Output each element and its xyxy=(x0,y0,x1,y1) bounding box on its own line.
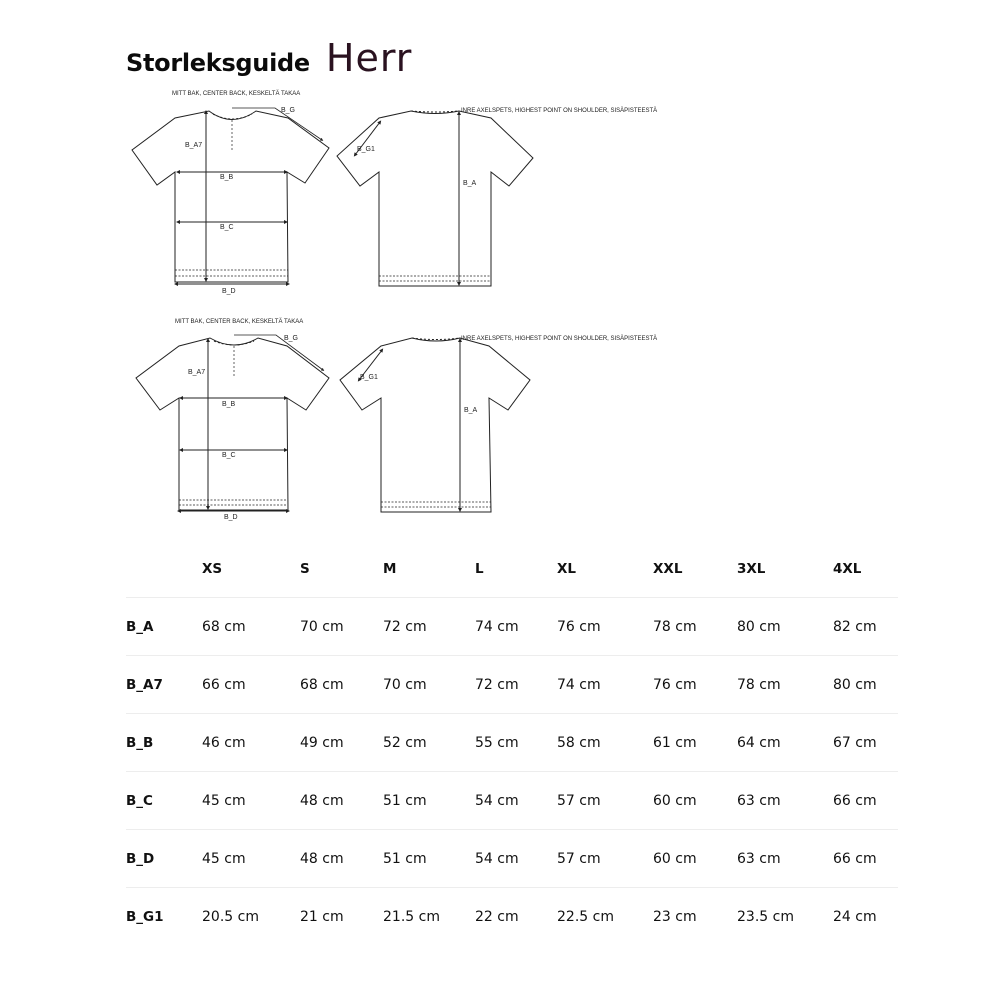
table-row xyxy=(126,656,898,714)
front-tshirt-1 xyxy=(132,108,329,284)
table-cell: 51 cm xyxy=(383,772,475,830)
front-note-2: MITT BAK, CENTER BACK, KESKELTÄ TAKAA xyxy=(175,319,304,325)
table-row xyxy=(126,888,898,946)
table-cell: 24 cm xyxy=(833,888,898,946)
table-row xyxy=(126,830,898,888)
table-cell: 22 cm xyxy=(475,888,557,946)
table-cell: 23.5 cm xyxy=(737,888,833,946)
table-cell: 22.5 cm xyxy=(557,888,653,946)
column-header: 4XL xyxy=(833,560,862,577)
table-cell: 46 cm xyxy=(202,714,300,772)
table-cell: 74 cm xyxy=(557,656,653,714)
table-cell: 70 cm xyxy=(383,656,475,714)
table-cell: 45 cm xyxy=(202,772,300,830)
table-cell: 48 cm xyxy=(300,830,383,888)
label-a7-1: B_A7 xyxy=(185,142,203,149)
row-label: B_D xyxy=(126,830,202,888)
table-cell: 61 cm xyxy=(653,714,737,772)
table-cell: 68 cm xyxy=(202,598,300,656)
table-cell: 52 cm xyxy=(383,714,475,772)
table-cell: 63 cm xyxy=(737,772,833,830)
table-cell: 58 cm xyxy=(557,714,653,772)
table-row xyxy=(126,714,898,772)
column-header: L xyxy=(475,560,484,577)
back-tshirt-2 xyxy=(340,338,530,512)
table-cell: 67 cm xyxy=(833,714,898,772)
size-header-row xyxy=(126,540,898,598)
back-note-2: INRE AXELSPETS, HIGHEST POINT ON SHOULDER, SISÄPISTEESTÄ xyxy=(461,336,658,342)
back-tshirt-1 xyxy=(337,111,533,286)
column-header: S xyxy=(300,560,310,577)
row-label: B_B xyxy=(126,714,202,772)
row-label: B_C xyxy=(126,772,202,830)
table-cell: 66 cm xyxy=(833,772,898,830)
label-c-1: B_C xyxy=(220,224,234,231)
table-cell: 55 cm xyxy=(475,714,557,772)
label-g1-1: B_G1 xyxy=(357,146,375,153)
table-cell: 66 cm xyxy=(833,830,898,888)
table-cell: 70 cm xyxy=(300,598,383,656)
size-table xyxy=(126,540,898,945)
row-label: B_G1 xyxy=(126,888,202,946)
corner-cell xyxy=(126,540,202,598)
row-label: B_A7 xyxy=(126,656,202,714)
back-note-1: INRE AXELSPETS, HIGHEST POINT ON SHOULDER, SISÄPISTEESTÄ xyxy=(461,108,658,114)
table-cell: 57 cm xyxy=(557,830,653,888)
table-cell: 80 cm xyxy=(737,598,833,656)
table-cell: 21.5 cm xyxy=(383,888,475,946)
label-b-2: B_B xyxy=(222,401,236,408)
table-cell: 68 cm xyxy=(300,656,383,714)
table-cell: 54 cm xyxy=(475,830,557,888)
label-d-2: B_D xyxy=(224,514,238,521)
front-tshirt-2 xyxy=(136,335,329,511)
table-cell: 78 cm xyxy=(653,598,737,656)
table-cell: 78 cm xyxy=(737,656,833,714)
table-cell: 60 cm xyxy=(653,830,737,888)
table-cell: 74 cm xyxy=(475,598,557,656)
table-row xyxy=(126,598,898,656)
table-cell: 54 cm xyxy=(475,772,557,830)
label-a7-2: B_A7 xyxy=(188,369,206,376)
table-row xyxy=(126,772,898,830)
table-cell: 80 cm xyxy=(833,656,898,714)
label-g-2: B_G xyxy=(284,335,299,342)
label-a-2: B_A xyxy=(464,407,478,414)
column-header: XS xyxy=(202,560,223,577)
label-c-2: B_C xyxy=(222,452,236,459)
label-b-1: B_B xyxy=(220,174,234,181)
label-d-1: B_D xyxy=(222,288,236,295)
column-header: 3XL xyxy=(737,560,766,577)
table-cell: 51 cm xyxy=(383,830,475,888)
title-main: Storleksguide xyxy=(126,49,310,77)
table-cell: 45 cm xyxy=(202,830,300,888)
front-note-1: MITT BAK, CENTER BACK, KESKELTÄ TAKAA xyxy=(172,91,301,97)
table-cell: 72 cm xyxy=(383,598,475,656)
table-cell: 49 cm xyxy=(300,714,383,772)
label-g-1: B_G xyxy=(281,107,296,114)
table-cell: 64 cm xyxy=(737,714,833,772)
table-cell: 63 cm xyxy=(737,830,833,888)
column-header: M xyxy=(383,560,397,577)
table-cell: 76 cm xyxy=(557,598,653,656)
label-a-1: B_A xyxy=(463,180,477,187)
table-cell: 72 cm xyxy=(475,656,557,714)
table-cell: 82 cm xyxy=(833,598,898,656)
table-cell: 48 cm xyxy=(300,772,383,830)
column-header: XXL xyxy=(653,560,683,577)
column-header: XL xyxy=(557,560,577,577)
table-cell: 57 cm xyxy=(557,772,653,830)
table-cell: 76 cm xyxy=(653,656,737,714)
row-label: B_A xyxy=(126,598,202,656)
label-g1-2: B_G1 xyxy=(360,374,378,381)
title-subtitle: Herr xyxy=(325,36,413,80)
table-cell: 21 cm xyxy=(300,888,383,946)
table-cell: 60 cm xyxy=(653,772,737,830)
table-cell: 20.5 cm xyxy=(202,888,300,946)
table-cell: 66 cm xyxy=(202,656,300,714)
table-cell: 23 cm xyxy=(653,888,737,946)
